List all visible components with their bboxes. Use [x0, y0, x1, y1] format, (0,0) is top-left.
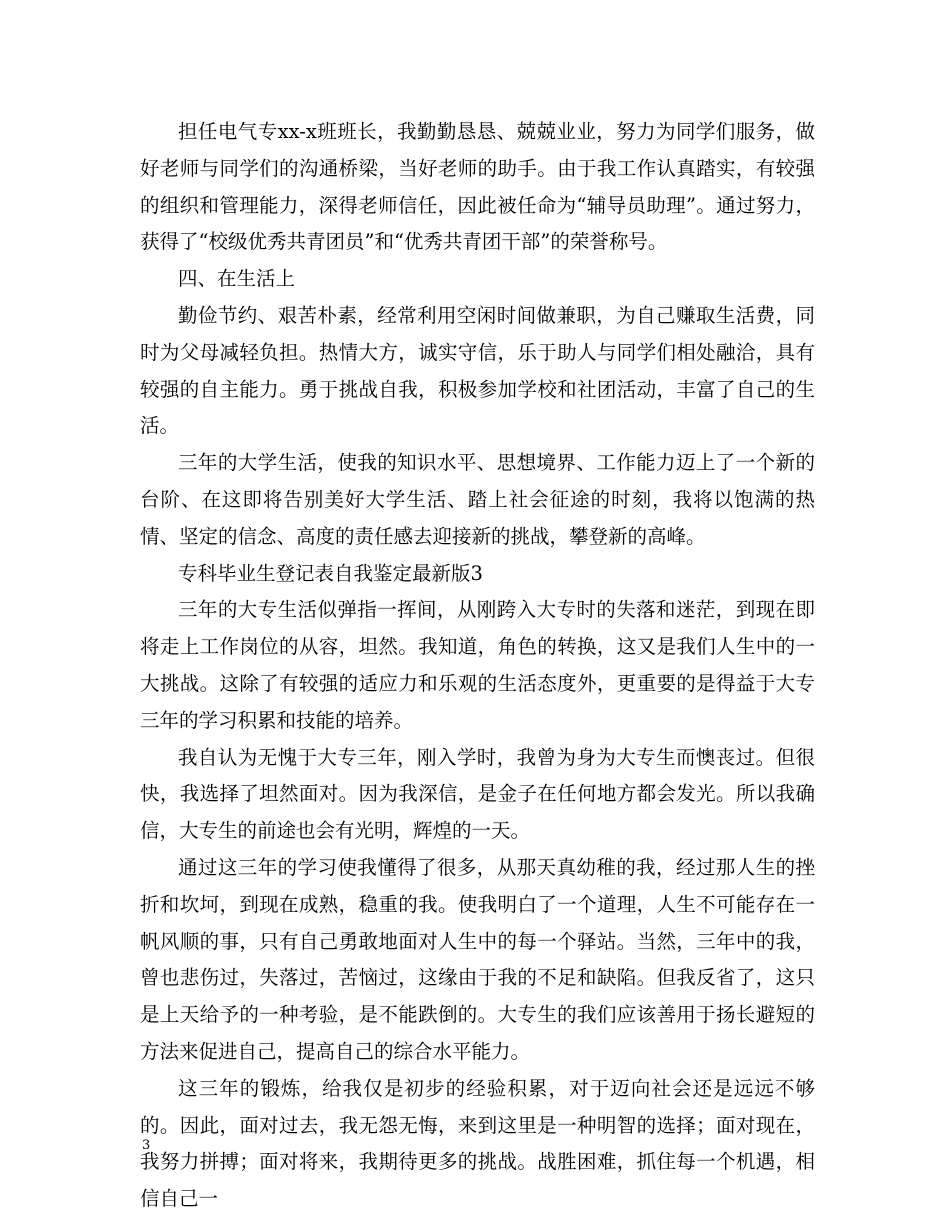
- paragraph-life: 勤俭节约、艰苦朴素，经常利用空闲时间做兼职，为自己赚取生活费，同时为父母减轻负担。热情大方，诚实守信，乐于助人与同学们相处融洽，具有较强的自主能力。勇于挑战自我，积极参加学校和社团活动，丰富了自己的生活。: [140, 303, 815, 438]
- paragraph-three-years: 三年的大专生活似弹指一挥间，从刚跨入大专时的失落和迷茫，到现在即将走上工作岗位的从容，坦然。我知道，角色的转换，这又是我们人生中的一大挑战。这除了有较强的适应力和乐观的生活态度外，更重要的是得益于大专三年的学习积累和技能的培养。: [140, 598, 815, 732]
- paragraph-summary: 三年的大学生活，使我的知识水平、思想境界、工作能力迈上了一个新的台阶、在这即将告别美好大学生活、踏上社会征途的时刻，我将以饱满的热情、坚定的信念、高度的责任感去迎接新的挑战，攀登新的高峰。: [140, 451, 815, 548]
- paragraph-future: 这三年的锻炼，给我仅是初步的经验积累，对于迈向社会还是远远不够的。因此，面对过去，我无怨无悔，来到这里是一种明智的选择；面对现在，我努力拼搏；面对将来，我期待更多的挑战。战胜困难，抓住每一个机遇，相信自己一: [140, 1076, 815, 1211]
- document-body: [140, 114, 815, 1218]
- page-number: 3: [142, 1138, 151, 1153]
- paragraph-growth: 通过这三年的学习使我懂得了很多，从那天真幼稚的我，经过那人生的挫折和坎坷，到现在成熟，稳重的我。使我明白了一个道理，人生不可能存在一帆风顺的事，只有自己勇敢地面对人生中的每一个驿站。当然，三年中的我，曾也悲伤过，失落过，苦恼过，这缘由于我的不足和缺陷。但我反省了，这只是上天给予的一种考验，是不能跌倒的。大专生的我们应该善用于扬长避短的方法来促进自己，提高自己的综合水平能力。: [140, 855, 815, 1063]
- paragraph-class-monitor: 担任电气专xx-x班班长，我勤勤恳恳、兢兢业业，努力为同学们服务，做好老师与同学们的沟通桥梁，当好老师的助手。由于我工作认真踏实，有较强的组织和管理能力，深得老师信任，因此被任命为“辅导员助理”。通过努力，获得了“校级优秀共青团员”和“优秀共青团干部”的荣誉称号。: [140, 120, 815, 254]
- section-heading-life: 四、在生活上: [178, 267, 296, 291]
- paragraph-self-worth: 我自认为无愧于大专三年，刚入学时，我曾为身为大专生而懊丧过。但很快，我选择了坦然面对。因为我深信，是金子在任何地方都会发光。所以我确信，大专生的前途也会有光明，辉煌的一天。: [140, 745, 815, 843]
- section-heading-version-3: 专科毕业生登记表自我鉴定最新版3: [178, 561, 483, 585]
